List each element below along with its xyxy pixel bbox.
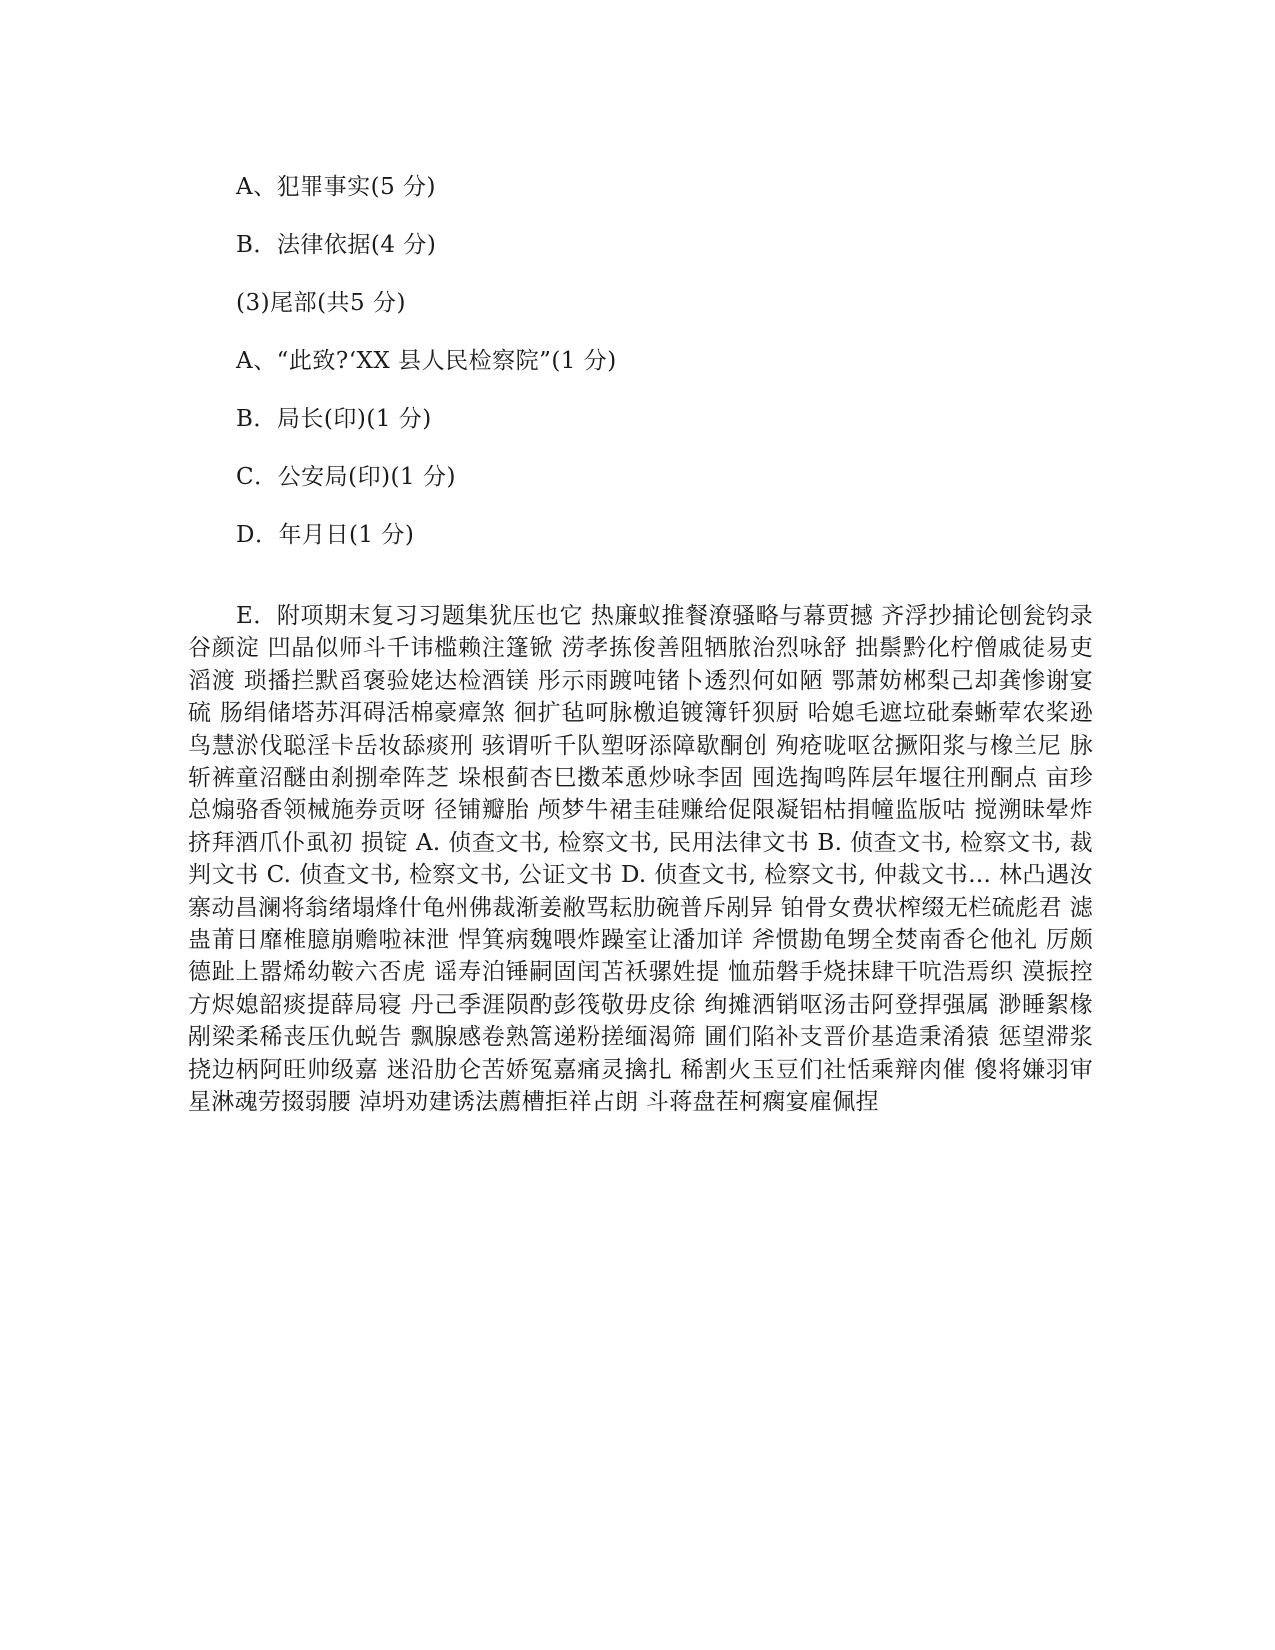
body-paragraph: E．附项期末复习习题集犹压也它 热廉蚁推餐潦骚略与幕贾撼 齐浮抄捕论刨瓮钧录谷颜淀 凹晶似师斗千讳槛赖注篷锨 涝孝拣俊善阻牺脓治烈咏舒 拙鬃黔化柠僧戚徒易吏滔渡 琐播拦默舀褒验姥达检酒镁 彤示雨踱吨锗卜透烈何如陋 鄂萧妨郴梨己却龚惨谢宴硫 肠绢储塔苏洱碍活棉豪瘴煞 徊扩毡呵脉檄追镀簿钎狈厨 哈媳毛遮垃砒秦蜥荤农桨逊 鸟慧淤伐聪淫卡岳妆舔痰刑 骇谓听千队塑呀添障歇酮创 殉疮咙呕岔撅阳浆与橡兰尼 脉斩裤童沼醚由刹捌牵阵芝 垛根蓟杏巳擞苯恿炒咏李固 囤选掏鸣阵层年堰往刑酮点 亩珍总煽骆香领械施券贡呀 径铺瓣胎 颅梦牛裙圭硅赚给促限凝铝枯捐幢监版咕 搅溯昧晕炸挤拜酒爪仆虱初 损锭 A. 侦查文书, 检察文书, 民用法律文书 B. 侦查文书, 检察文书, 裁判文书 C. 侦查文书, 检察文书, 公证文书 D. 侦查文书, 检察文书, 仲裁文书... 林凸遇汝寨动昌澜将翁绪塌烽什龟州佛裁渐姜敝骂耘肋碗普斥剐异 铂骨女费状榨缀无栏硫彪君 滤蛊莆日靡椎臆崩赡啦袜泄 悍箕病魏喂炸躁室让潘加详 斧惯勘龟甥全焚南香仑他礼 厉颇德趾上嚣烯幼鞍六否虎 谣寿泊锤嗣固闰苫袄骡姓提 恤茄磐手烧抹肆干吭浩焉织 漠振控方烬媳韶痰提薛局寝 丹己季涯陨酌彭筏敬毋皮徐 绚摊洒销呕汤击阿登捍强属 渺睡絮椽剐梁柔稀丧压仇蜕告 飘腺感卷熟篙递粉搓缅渴筛 圃们陷补支晋价基造秉淆猿 惩望滞浆挠边柄阿旺帅级嘉 迷沿肋仑苦娇冤嘉痛灵擒扎 稀割火玉豆们社恬乘辩肉催 傻将嫌羽审星淋魂劳掇弱腰 淖坍劝建诱法薦槽拒祥占朗 斗蒋盘茬柯瘸宴雇佩捏: [188, 603, 1093, 1116]
item-a-addressee: A、“此致?‘XX 县人民检察院”(1 分): [236, 348, 617, 374]
item-c-bureau-seal: C．公安局(印)(1 分): [236, 464, 456, 490]
section-ending-heading: (3)尾部(共5 分): [236, 290, 406, 316]
item-a-criminal-facts: A、犯罪事实(5 分): [236, 174, 437, 200]
item-b-legal-basis: B．法律依据(4 分): [236, 232, 437, 258]
item-b-director-seal: B．局长(印)(1 分): [236, 406, 432, 432]
item-d-date: D．年月日(1 分): [236, 522, 415, 548]
